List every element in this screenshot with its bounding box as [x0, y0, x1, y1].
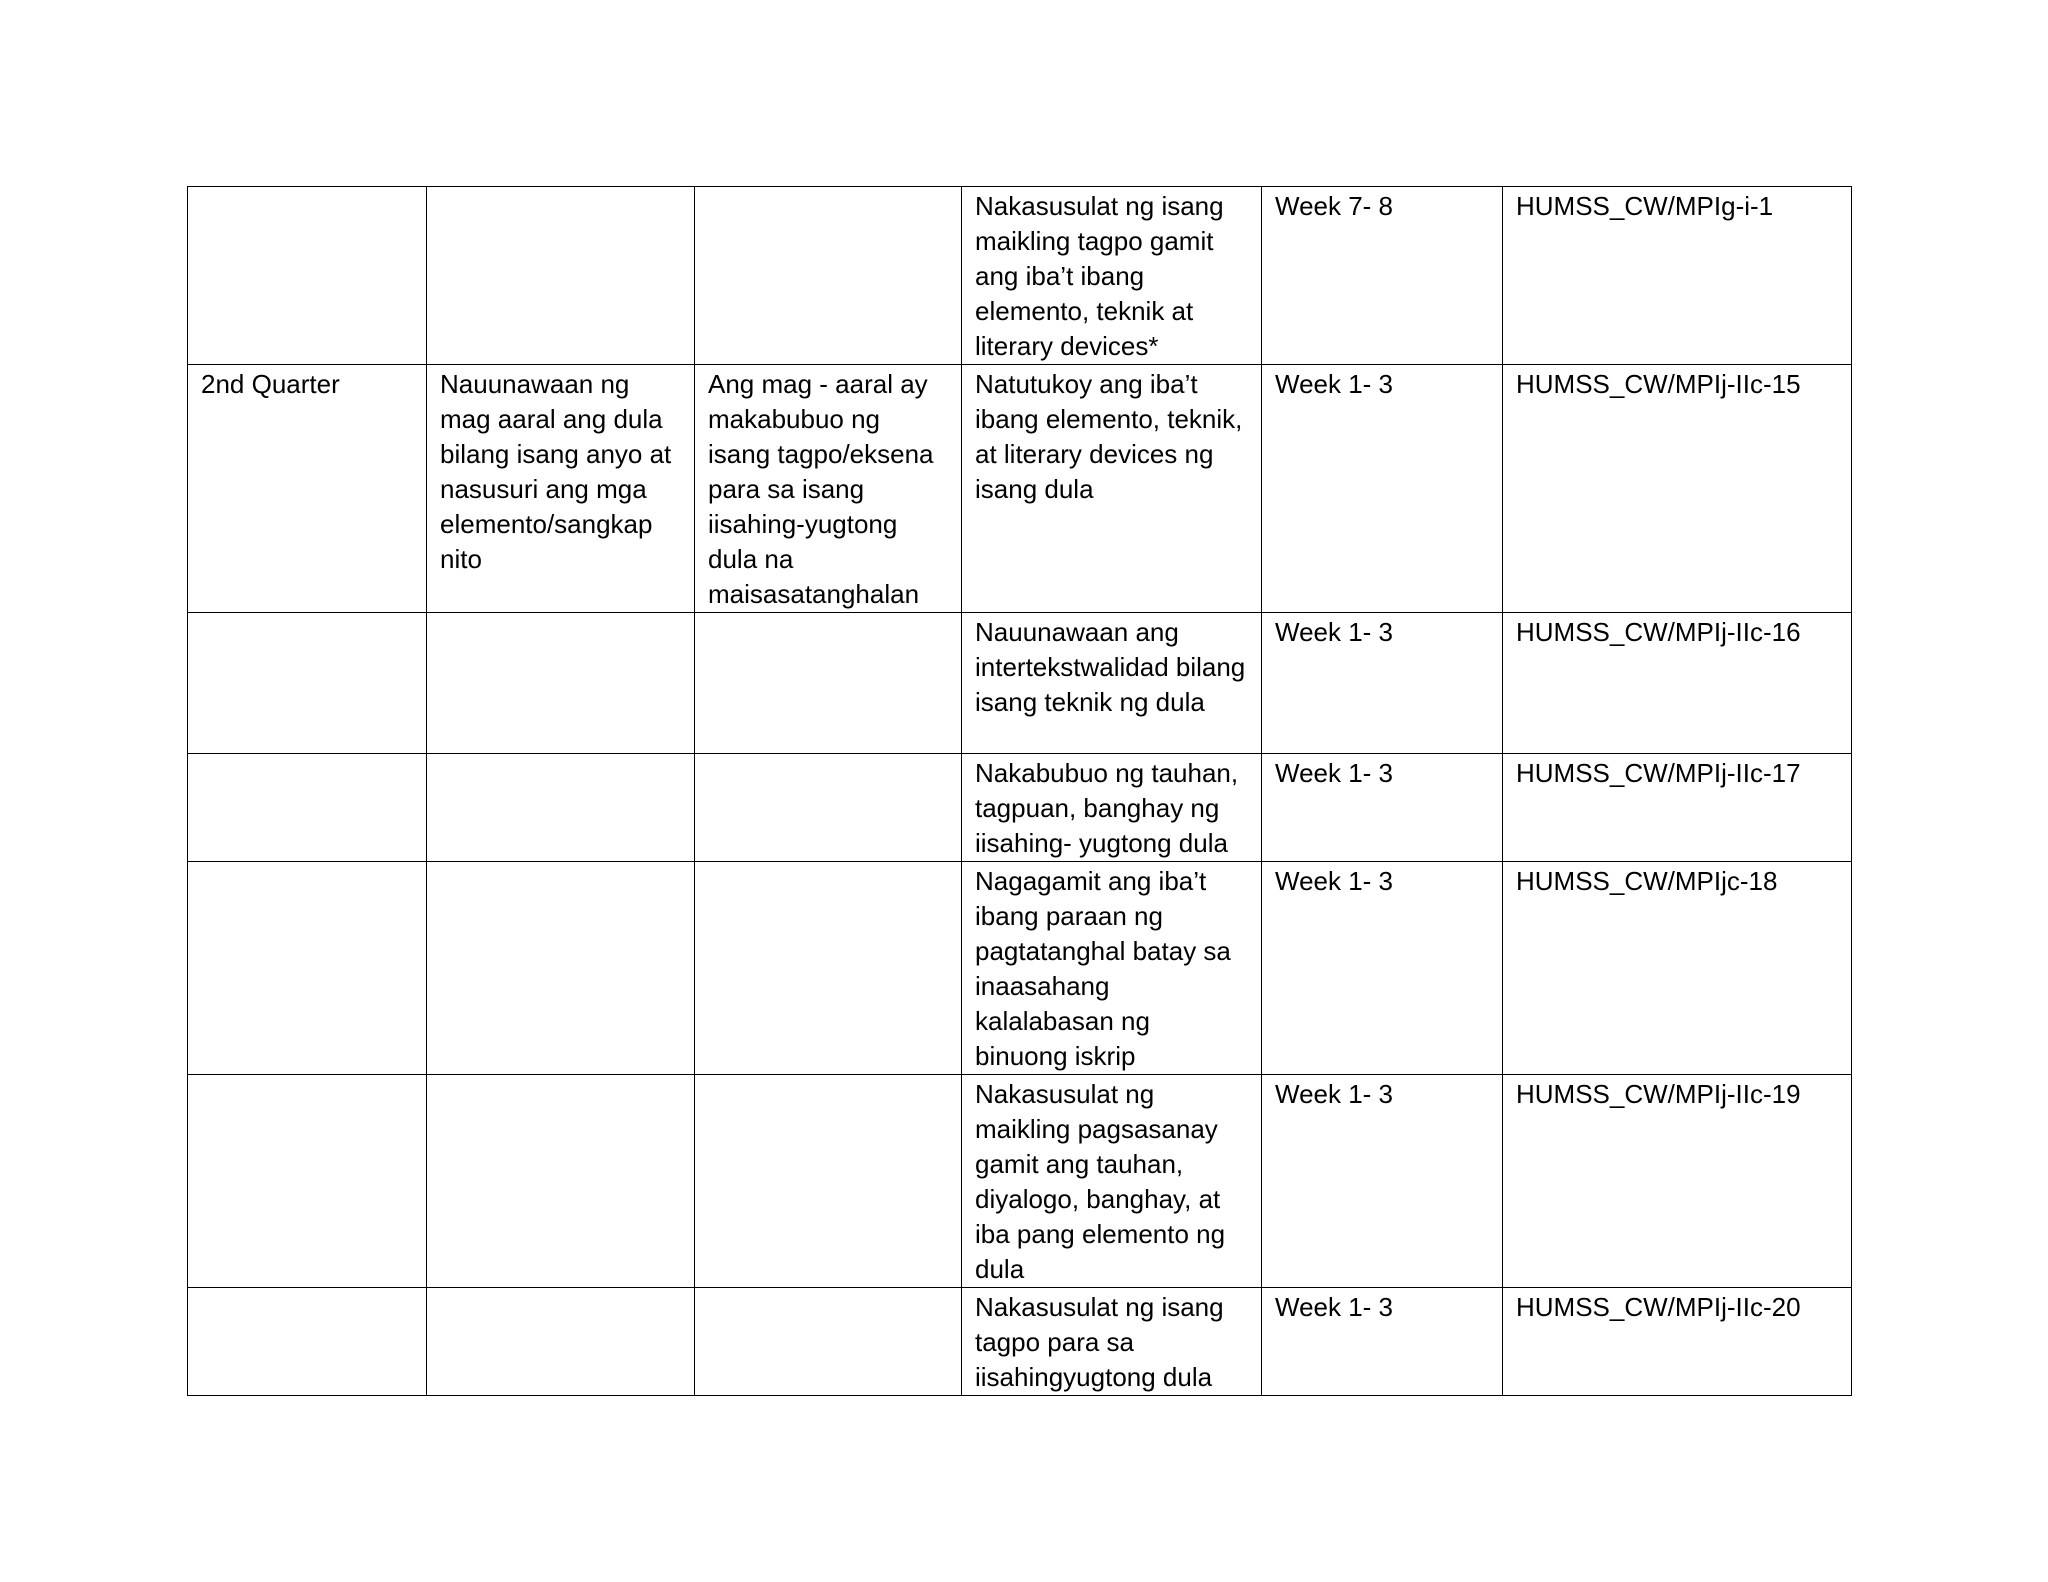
- quarter-cell: [188, 862, 427, 1075]
- duration-cell: Week 7- 8: [1262, 187, 1503, 365]
- table-row: [188, 613, 1852, 754]
- content-standard-cell: [427, 754, 695, 862]
- competency-cell: Nakasusulat ng isang tagpo para sa iisahingyugtong dula: [962, 1288, 1262, 1396]
- competency-cell: Nagagamit ang iba’t ibang paraan ng pagtatanghal batay sa inaasahang kalalabasan ng binuong iskrip: [962, 862, 1262, 1075]
- table-row: [188, 187, 1852, 365]
- code-cell: HUMSS_CW/MPIj-IIc-20: [1503, 1288, 1852, 1396]
- table-row: [188, 1075, 1852, 1288]
- performance-standard-cell: [695, 187, 962, 365]
- code-cell: HUMSS_CW/MPIj-IIc-16: [1503, 613, 1852, 754]
- duration-cell: Week 1- 3: [1262, 1075, 1503, 1288]
- quarter-cell: 2nd Quarter: [188, 365, 427, 613]
- performance-standard-cell: [695, 862, 962, 1075]
- competency-cell: Nakabubuo ng tauhan, tagpuan, banghay ng iisahing- yugtong dula: [962, 754, 1262, 862]
- duration-cell: Week 1- 3: [1262, 1288, 1503, 1396]
- duration-cell: Week 1- 3: [1262, 365, 1503, 613]
- competency-cell: Nauunawaan ang intertekstwalidad bilang isang teknik ng dula: [962, 613, 1262, 754]
- performance-standard-cell: [695, 754, 962, 862]
- code-cell: HUMSS_CW/MPIj-IIc-19: [1503, 1075, 1852, 1288]
- content-standard-cell: [427, 1075, 695, 1288]
- content-standard-cell: Nauunawaan ng mag aaral ang dula bilang isang anyo at nasusuri ang mga elemento/sangkap nito: [427, 365, 695, 613]
- table-row: [188, 365, 1852, 613]
- performance-standard-cell: [695, 613, 962, 754]
- competency-cell: Natutukoy ang iba’t ibang elemento, teknik, at literary devices ng isang dula: [962, 365, 1262, 613]
- quarter-cell: [188, 754, 427, 862]
- code-cell: HUMSS_CW/MPIj-IIc-17: [1503, 754, 1852, 862]
- duration-cell: Week 1- 3: [1262, 862, 1503, 1075]
- performance-standard-cell: [695, 1075, 962, 1288]
- quarter-cell: [188, 1075, 427, 1288]
- competency-cell: Nakasusulat ng isang maikling tagpo gamit ang iba’t ibang elemento, teknik at literary devices*: [962, 187, 1262, 365]
- table-row: [188, 862, 1852, 1075]
- content-standard-cell: [427, 1288, 695, 1396]
- performance-standard-cell: [695, 1288, 962, 1396]
- table-row: [188, 1288, 1852, 1396]
- code-cell: HUMSS_CW/MPIj-IIc-15: [1503, 365, 1852, 613]
- quarter-cell: [188, 187, 427, 365]
- performance-standard-cell: Ang mag - aaral ay makabubuo ng isang tagpo/eksena para sa isang iisahing-yugtong dula na maisasatanghalan: [695, 365, 962, 613]
- duration-cell: Week 1- 3: [1262, 613, 1503, 754]
- quarter-cell: [188, 1288, 427, 1396]
- content-standard-cell: [427, 862, 695, 1075]
- table-row: [188, 754, 1852, 862]
- quarter-cell: [188, 613, 427, 754]
- content-standard-cell: [427, 187, 695, 365]
- code-cell: HUMSS_CW/MPIg-i-1: [1503, 187, 1852, 365]
- content-standard-cell: [427, 613, 695, 754]
- competency-cell: Nakasusulat ng maikling pagsasanay gamit ang tauhan, diyalogo, banghay, at iba pang elemento ng dula: [962, 1075, 1262, 1288]
- code-cell: HUMSS_CW/MPIjc-18: [1503, 862, 1852, 1075]
- curriculum-table: [187, 186, 1852, 1396]
- duration-cell: Week 1- 3: [1262, 754, 1503, 862]
